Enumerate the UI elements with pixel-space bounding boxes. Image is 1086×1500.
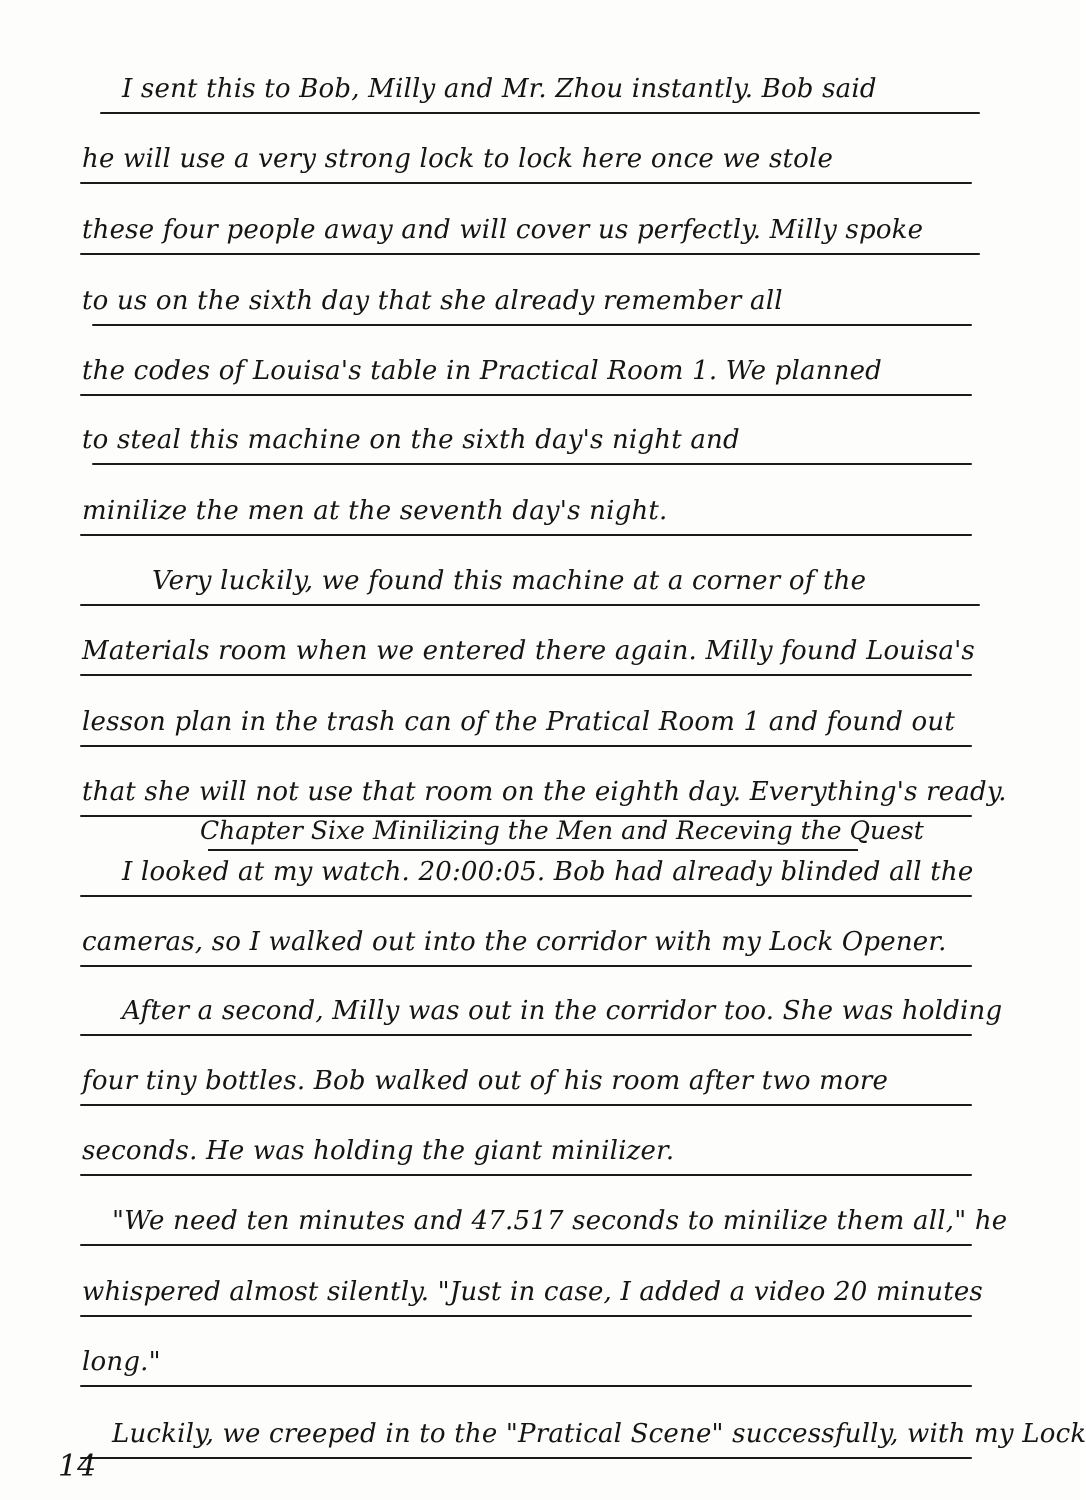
- ruled-line: [80, 253, 980, 255]
- text-line: cameras, so I walked out into the corridor with my Lock Opener.: [82, 927, 947, 957]
- ruled-line: [80, 1034, 972, 1036]
- text-line: Luckily, we creeped in to the "Pratical Scene" successfully, with my Lock: [112, 1419, 1086, 1449]
- ruled-line: [80, 394, 972, 396]
- text-line: minilize the men at the seventh day's night.: [82, 496, 668, 526]
- ruled-line: [80, 1315, 972, 1317]
- ruled-line: [80, 1385, 972, 1387]
- text-line: whispered almost silently. "Just in case, I added a video 20 minutes: [82, 1277, 983, 1307]
- ruled-line: [80, 895, 972, 897]
- text-line: that she will not use that room on the eighth day. Everything's ready.: [82, 777, 1007, 807]
- ruled-line: [80, 1174, 972, 1176]
- text-line: "We need ten minutes and 47.517 seconds to minilize them all," he: [112, 1206, 1008, 1236]
- ruled-line: [80, 1244, 972, 1246]
- text-line: these four people away and will cover us perfectly. Milly spoke: [82, 215, 924, 245]
- ruled-line: [92, 324, 972, 326]
- text-line: Materials room when we entered there again. Milly found Louisa's: [82, 636, 975, 666]
- ruled-line: [80, 604, 980, 606]
- ruled-line: [100, 112, 980, 114]
- text-line: long.": [82, 1347, 161, 1377]
- ruled-line: [80, 182, 972, 184]
- text-line: I sent this to Bob, Milly and Mr. Zhou instantly. Bob said: [122, 74, 877, 104]
- text-line: I looked at my watch. 20:00:05. Bob had already blinded all the: [122, 857, 974, 887]
- text-line: four tiny bottles. Bob walked out of his room after two more: [82, 1066, 889, 1096]
- text-line: lesson plan in the trash can of the Pratical Room 1 and found out: [82, 707, 955, 737]
- chapter-heading-underline: [208, 849, 858, 851]
- ruled-line: [80, 965, 972, 967]
- text-line: he will use a very strong lock to lock here once we stole: [82, 144, 834, 174]
- ruled-line: [80, 534, 972, 536]
- text-line: seconds. He was holding the giant minilizer.: [82, 1136, 675, 1166]
- text-line: After a second, Milly was out in the corridor too. She was holding: [122, 996, 1003, 1026]
- ruled-line: [92, 463, 972, 465]
- text-line: the codes of Louisa's table in Practical Room 1. We planned: [82, 356, 883, 386]
- page-number: 14: [58, 1449, 97, 1484]
- text-line: Very luckily, we found this machine at a corner of the: [152, 566, 867, 596]
- ruled-line: [80, 674, 972, 676]
- text-line: to us on the sixth day that she already remember all: [82, 286, 783, 316]
- ruled-line: [80, 1104, 972, 1106]
- ruled-line: [80, 745, 972, 747]
- text-line: to steal this machine on the sixth day's night and: [82, 425, 740, 455]
- chapter-heading: Chapter Sixe Minilizing the Men and Receving the Quest: [200, 816, 924, 845]
- ruled-line: [80, 1457, 972, 1459]
